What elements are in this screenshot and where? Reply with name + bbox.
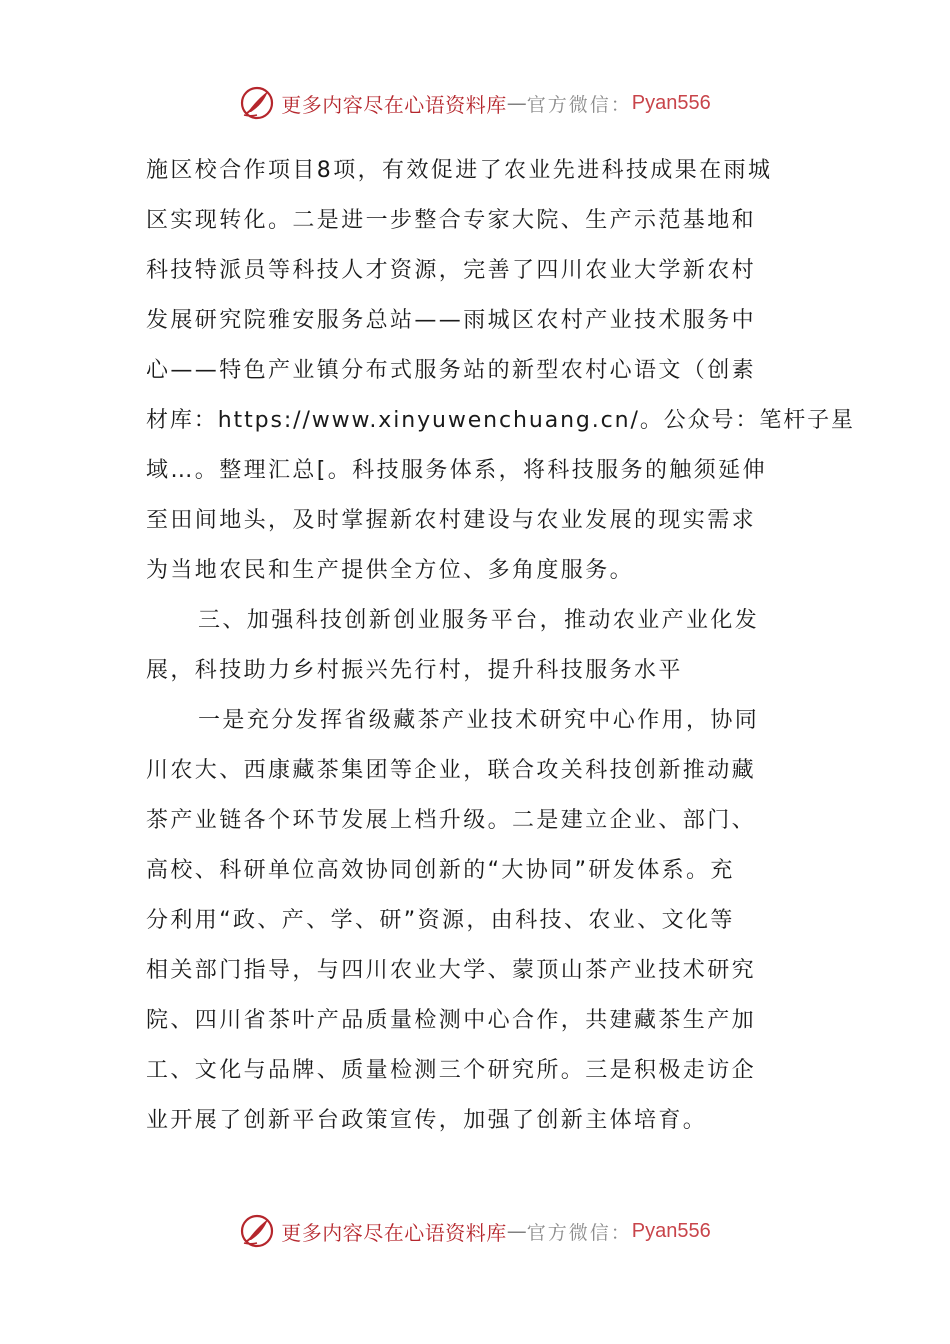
banner-wechat-id: Pyan556: [631, 91, 711, 114]
text-line: 科技特派员等科技人才资源，完善了四川农业大学新农村: [146, 258, 757, 283]
text-line: 区实现转化。二是进一步整合专家大院、生产示范基地和: [146, 208, 757, 233]
text-line: 工、文化与品牌、质量检测三个研究所。三是积极走访企: [146, 1058, 757, 1083]
section-heading-line: 三、加强科技创新创业服务平台，推动农业产业化发: [198, 608, 760, 633]
text-line: 相关部门指导，与四川农业大学、蒙顶山茶产业技术研究: [146, 958, 757, 983]
quill-pen-logo-icon: [239, 1213, 275, 1249]
banner-separator: —: [506, 91, 527, 115]
banner-official-label: 官方微信：: [526, 93, 632, 116]
text-line: 为当地农民和生产提供全方位、多角度服务。: [146, 558, 635, 583]
text-line: 川农大、西康藏茶集团等企业，联合攻关科技创新推动藏: [146, 758, 757, 783]
document-body: [146, 146, 855, 1146]
banner-site-name: 更多内容尽在心语资料库: [281, 92, 507, 117]
text-line: 域…。整理汇总[。科技服务体系，将科技服务的触须延伸: [146, 458, 767, 483]
text-line: 高校、科研单位高效协同创新的“大协同”研发体系。充: [146, 858, 735, 883]
text-line: 院、四川省茶叶产品质量检测中心合作，共建藏茶生产加: [146, 1008, 757, 1033]
text-line: 发展研究院雅安服务总站——雨城区农村产业技术服务中: [146, 308, 757, 333]
banner-wechat-id: Pyan556: [631, 1219, 711, 1242]
text-line: 一是充分发挥省级藏茶产业技术研究中心作用，协同: [198, 708, 760, 733]
text-line: 业开展了创新平台政策宣传，加强了创新主体培育。: [146, 1108, 708, 1133]
quill-pen-logo-icon: [239, 85, 275, 121]
banner-official-label: 官方微信：: [526, 1221, 632, 1244]
banner-separator: —: [506, 1219, 527, 1243]
footer-banner: [0, 1209, 950, 1253]
header-banner: [0, 81, 950, 125]
text-line: 心——特色产业镇分布式服务站的新型农村心语文（创素: [146, 358, 757, 383]
text-line: 至田间地头，及时掌握新农村建设与农业发展的现实需求: [146, 508, 757, 533]
text-line: 茶产业链各个环节发展上档升级。二是建立企业、部门、: [146, 808, 757, 833]
banner-site-name: 更多内容尽在心语资料库: [281, 1220, 507, 1245]
text-line: 施区校合作项目8项，有效促进了农业先进科技成果在雨城: [146, 158, 773, 183]
text-line-url: 材库：https://www.xinyuwenchuang.cn/。公众号：笔杆子星: [146, 408, 855, 433]
section-heading-line: 展，科技助力乡村振兴先行村，提升科技服务水平: [146, 658, 683, 683]
text-line: 分利用“政、产、学、研”资源，由科技、农业、文化等: [146, 908, 735, 933]
